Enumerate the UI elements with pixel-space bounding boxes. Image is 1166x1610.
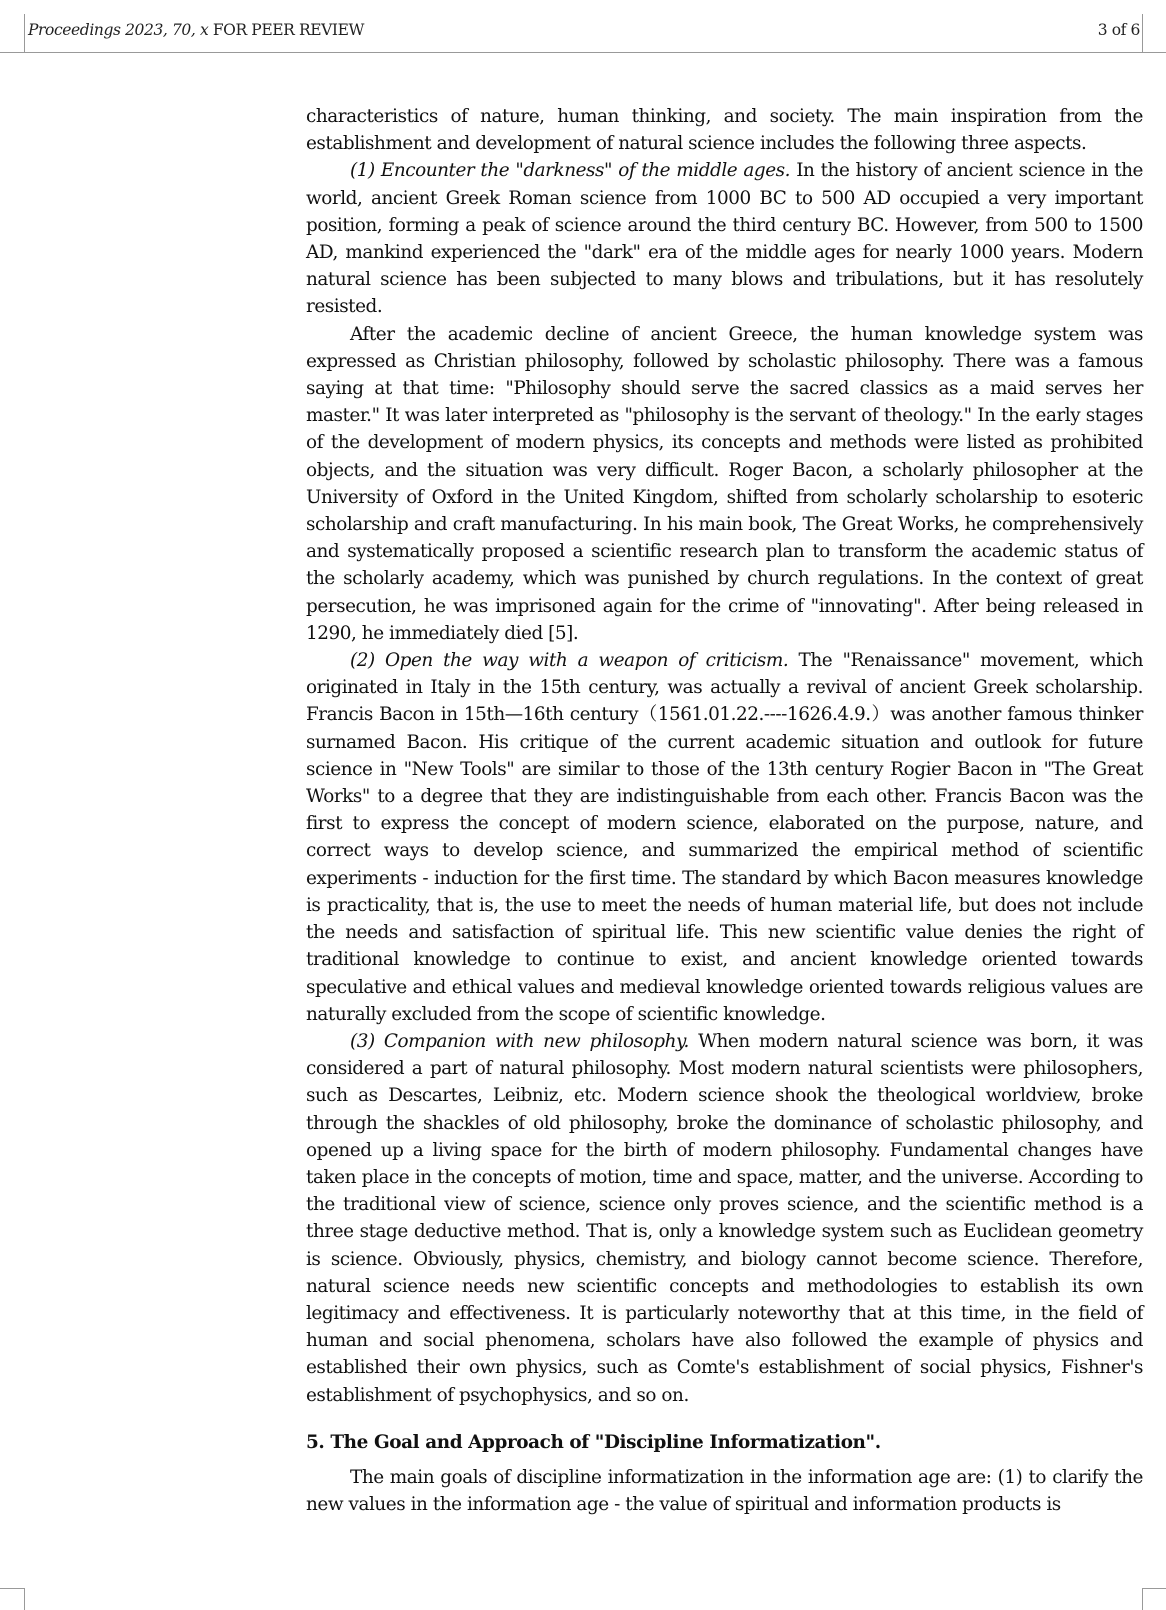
paragraph-text: After the academic decline of ancient Greece, the human knowledge system was expressed as Christian philosophy, followed by scholastic philosophy. There was a famous saying at that time: "Philosophy should serve the sacred classics as a maid serves her master." It was later interpreted as "philosophy is the servant of theology." In the early stages of the development of modern physics, its concepts and methods were listed as prohibited objects, and the situation was very difficult. Roger Bacon, a scholarly philosopher at the University of Oxford in the United Kingdom, shifted from scholarly scholarship to esoteric scholarship and craft manufacturing. In his main book, The Great Works, he comprehensively and systematically proposed a scientific research plan to transform the academic status of the scholarly academy, which was punished by church regulations. In the context of great persecution, he was imprisoned again for the crime of "innovating". After being released in 1290, he immediately died [5]. <box>306 323 1143 644</box>
paragraph-continuation <box>306 103 1143 157</box>
paragraph-lead: (1) Encounter the "darkness" of the middle ages. <box>350 160 791 182</box>
paragraph-goals <box>306 1464 1143 1518</box>
paragraph-text: In the history of ancient science in the world, ancient Greek Roman science from 1000 BC to 500 AD occupied a very important position, forming a peak of science around the third century BC. However, from 500 to 1500 AD, mankind experienced the "dark" era of the middle ages for nearly 1000 years. Modern natural science has been subjected to many blows and tribulations, but it has resolutely resisted. <box>306 160 1143 318</box>
section-heading: 5. The Goal and Approach of "Discipline Informatization". <box>306 1431 881 1453</box>
running-head <box>28 21 364 39</box>
peer-review-note: FOR PEER REVIEW <box>212 21 365 39</box>
paragraph-aspect-3 <box>306 1028 1143 1409</box>
paragraph-roger-bacon <box>306 321 1143 647</box>
paragraph-aspect-1 <box>306 157 1143 320</box>
crop-mark-top-right-ext <box>1142 52 1166 53</box>
crop-mark-bottom-right-v <box>1142 1588 1143 1610</box>
crop-mark-top-right <box>1142 14 1143 52</box>
journal-citation: Proceedings 2023, 70, x <box>28 21 209 39</box>
page-header <box>0 0 1166 60</box>
paragraph-text: characteristics of nature, human thinking, and society. The main inspiration from the establishment and development of natural science includes the following three aspects. <box>306 106 1143 155</box>
crop-mark-bottom-left-v <box>24 1588 25 1610</box>
paragraph-aspect-2 <box>306 647 1143 1028</box>
paragraph-text: The "Renaissance" movement, which originated in Italy in the 15th century, was actually a revival of ancient Greek scholarship. Francis Bacon in 15th—16th century（1561.01.22.----1626.4.9.）was another famous thinker surnamed Bacon. His critique of the current academic situation and outlook for future science in "New Tools" are similar to those of the 13th century Rogier Bacon in "The Great Works" to a degree that they are indistinguishable from each other. Francis Bacon was the first to express the concept of modern science, elaborated on the purpose, nature, and correct ways to develop science, and summarized the empirical method of scientific experiments - induction for the first time. The standard by which Bacon measures knowledge is practicality, that is, the use to meet the needs of human material life, but does not include the needs and satisfaction of spiritual life. This new scientific value denies the right of traditional knowledge to continue to exist, and ancient knowledge oriented towards speculative and ethical values and medieval knowledge oriented towards religious values are naturally excluded from the scope of scientific knowledge. <box>306 650 1143 1025</box>
header-rule <box>0 52 1143 53</box>
article-body <box>306 103 1143 1518</box>
paragraph-text: The main goals of discipline informatization in the information age are: (1) to clarify the new values in the information age - the value of spiritual and information products is <box>306 1466 1143 1516</box>
crop-mark-top-left <box>24 14 25 52</box>
crop-mark-bottom-left <box>0 1588 24 1589</box>
crop-mark-bottom-right <box>1142 1588 1166 1589</box>
paragraph-text: When modern natural science was born, it was considered a part of natural philosophy. Most modern natural scientists were philosophers, such as Descartes, Leibniz, etc. Modern science shook the theological worldview, broke through the shackles of old philosophy, broke the dominance of scholastic philosophy, and opened up a living space for the birth of modern philosophy. Fundamental changes have taken place in the concepts of motion, time and space, matter, and the universe. According to the traditional view of science, science only proves science, and the scientific method is a three stage deductive method. That is, only a knowledge system such as Euclidean geometry is science. Obviously, physics, chemistry, and biology cannot become science. Therefore, natural science needs new scientific concepts and methodologies to establish its own legitimacy and effectiveness. It is particularly noteworthy that at this time, in the field of human and social phenomena, scholars have also followed the example of physics and established their own physics, such as Comte's establishment of social physics, Fishner's establishment of psychophysics, and so on. <box>306 1030 1143 1406</box>
page-number: 3 of 6 <box>1097 21 1140 39</box>
paragraph-lead: (2) Open the way with a weapon of criticism. <box>350 650 789 672</box>
paragraph-lead: (3) Companion with new philosophy. <box>350 1030 689 1052</box>
